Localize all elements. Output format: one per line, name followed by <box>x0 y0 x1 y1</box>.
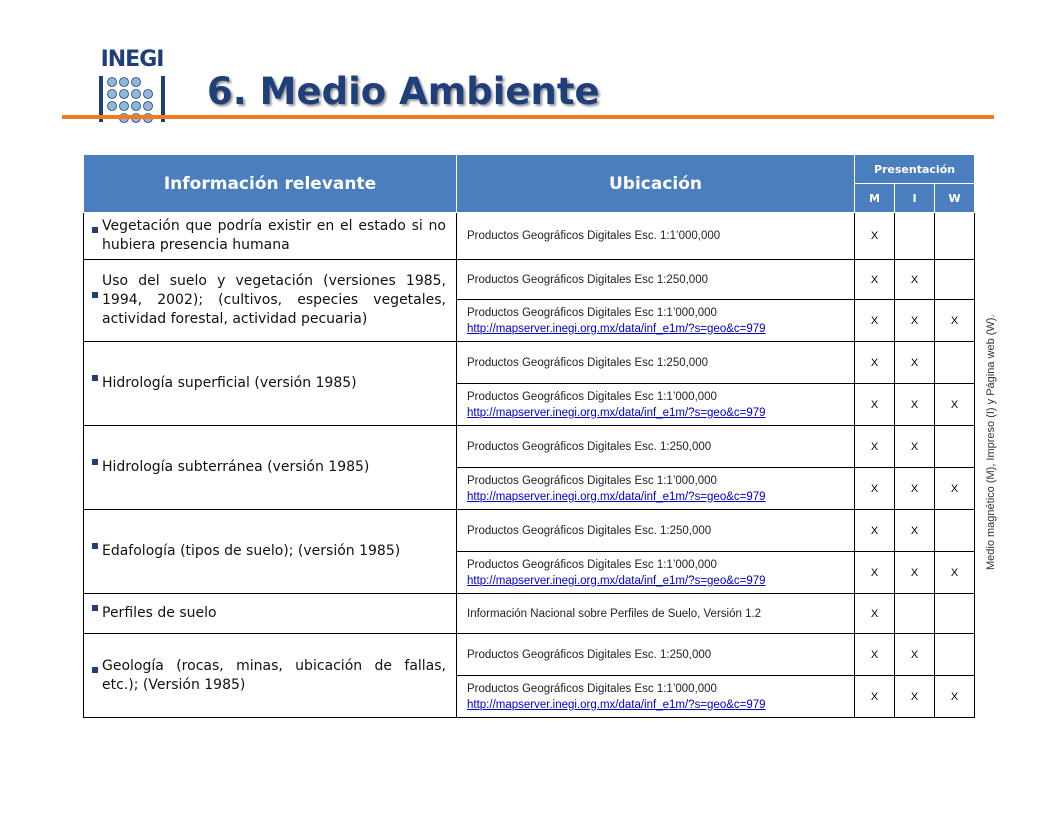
mark-m: X <box>855 676 895 718</box>
table-row <box>84 510 975 552</box>
location-cell <box>457 300 855 342</box>
location-link[interactable]: http://mapserver.inegi.org.mx/data/inf_e1m/?s=geo&c=979 <box>467 322 766 335</box>
location-text: Productos Geográficos Digitales Esc 1:1’000,000 <box>467 558 717 571</box>
table-row <box>84 260 975 300</box>
mark-w <box>935 260 975 300</box>
location-text: Productos Geográficos Digitales Esc 1:250,000 <box>467 356 708 369</box>
mark-w <box>935 426 975 468</box>
bullet-icon <box>92 543 98 549</box>
info-text: Edafología (tipos de suelo); (versión 1985) <box>102 543 401 559</box>
info-cell <box>84 260 457 342</box>
info-text: Hidrología subterránea (versión 1985) <box>102 459 370 475</box>
header-presentacion: Presentación <box>855 155 975 184</box>
location-link[interactable]: http://mapserver.inegi.org.mx/data/inf_e1m/?s=geo&c=979 <box>467 574 766 587</box>
mark-m: X <box>855 300 895 342</box>
page-title: 6. Medio Ambiente <box>207 70 600 113</box>
location-text: Productos Geográficos Digitales Esc. 1:250,000 <box>467 524 712 537</box>
table-row <box>84 594 975 634</box>
location-cell <box>457 342 855 384</box>
mark-m: X <box>855 634 895 676</box>
mark-w <box>935 342 975 384</box>
mark-i: X <box>895 676 935 718</box>
mark-i: X <box>895 300 935 342</box>
info-text: Hidrología superficial (versión 1985) <box>102 375 357 391</box>
table-body <box>84 213 975 718</box>
location-cell <box>457 676 855 718</box>
mark-m: X <box>855 426 895 468</box>
mark-i: X <box>895 634 935 676</box>
location-cell <box>457 426 855 468</box>
location-link[interactable]: http://mapserver.inegi.org.mx/data/inf_e1m/?s=geo&c=979 <box>467 406 766 419</box>
mark-m: X <box>855 342 895 384</box>
location-text: Productos Geográficos Digitales Esc 1:1’000,000 <box>467 390 717 403</box>
location-text: Productos Geográficos Digitales Esc 1:1’000,000 <box>467 682 717 695</box>
info-cell <box>84 342 457 426</box>
info-cell <box>84 510 457 594</box>
mark-m: X <box>855 384 895 426</box>
location-text: Productos Geográficos Digitales Esc. 1:1’000,000 <box>467 230 721 242</box>
location-text: Productos Geográficos Digitales Esc. 1:250,000 <box>467 648 712 661</box>
bullet-icon <box>92 605 98 611</box>
location-cell <box>457 384 855 426</box>
header-informacion: Información relevante <box>84 155 457 213</box>
header-w: W <box>935 184 975 213</box>
mark-m: X <box>855 594 895 634</box>
location-cell <box>457 468 855 510</box>
mark-w <box>935 634 975 676</box>
info-text: Vegetación que podría existir en el estado si no hubiera presencia humana <box>102 218 446 253</box>
mark-w <box>935 213 975 260</box>
location-link[interactable]: http://mapserver.inegi.org.mx/data/inf_e1m/?s=geo&c=979 <box>467 698 766 711</box>
header-m: M <box>855 184 895 213</box>
location-cell <box>457 634 855 676</box>
location-cell <box>457 594 855 634</box>
bullet-icon <box>92 292 98 298</box>
info-text: Geología (rocas, minas, ubicación de fallas, etc.); (Versión 1985) <box>102 657 446 693</box>
mark-i <box>895 213 935 260</box>
mark-w <box>935 510 975 552</box>
mark-i: X <box>895 260 935 300</box>
info-cell <box>84 426 457 510</box>
info-cell <box>84 213 457 260</box>
bullet-icon <box>92 375 98 381</box>
location-cell <box>457 213 855 260</box>
location-text: Productos Geográficos Digitales Esc 1:1’000,000 <box>467 306 717 319</box>
mark-i: X <box>895 468 935 510</box>
mark-w: X <box>935 552 975 594</box>
mark-m: X <box>855 552 895 594</box>
mark-w: X <box>935 384 975 426</box>
mark-m: X <box>855 510 895 552</box>
location-text: Productos Geográficos Digitales Esc 1:1’000,000 <box>467 474 717 487</box>
mark-m: X <box>855 260 895 300</box>
bullet-icon <box>92 667 98 673</box>
location-link[interactable]: http://mapserver.inegi.org.mx/data/inf_e1m/?s=geo&c=979 <box>467 490 766 503</box>
mark-m: X <box>855 468 895 510</box>
location-text: Productos Geográficos Digitales Esc 1:250,000 <box>467 273 708 286</box>
info-cell <box>84 634 457 718</box>
location-text: Información Nacional sobre Perfiles de Suelo, Versión 1.2 <box>467 607 762 620</box>
presentation-legend: Medio magnético (M), Impreso (I) y Página web (W). <box>985 314 997 570</box>
table-row <box>84 213 975 260</box>
mark-w: X <box>935 468 975 510</box>
mark-i: X <box>895 342 935 384</box>
info-text: Perfiles de suelo <box>102 605 217 621</box>
mark-w <box>935 594 975 634</box>
logo-text: INEGI <box>100 47 164 72</box>
mark-i: X <box>895 426 935 468</box>
mark-m: X <box>855 213 895 260</box>
mark-i: X <box>895 510 935 552</box>
header-ubicacion: Ubicación <box>457 155 855 213</box>
table-row <box>84 342 975 384</box>
table-row <box>84 426 975 468</box>
location-text: Productos Geográficos Digitales Esc. 1:250,000 <box>467 440 712 453</box>
header-i: I <box>895 184 935 213</box>
mark-w: X <box>935 676 975 718</box>
location-cell <box>457 552 855 594</box>
mark-i <box>895 594 935 634</box>
mark-w: X <box>935 300 975 342</box>
bullet-icon <box>92 459 98 465</box>
bullet-icon <box>92 227 98 233</box>
environment-info-table <box>83 154 975 718</box>
location-cell <box>457 260 855 300</box>
title-underline <box>62 115 994 119</box>
mark-i: X <box>895 384 935 426</box>
info-text: Uso del suelo y vegetación (versiones 1985, 1994, 2002); (cultivos, especies vegetales, actividad forestal, actividad pecuaria) <box>102 273 446 327</box>
table-row <box>84 634 975 676</box>
info-cell <box>84 594 457 634</box>
location-cell <box>457 510 855 552</box>
mark-i: X <box>895 552 935 594</box>
